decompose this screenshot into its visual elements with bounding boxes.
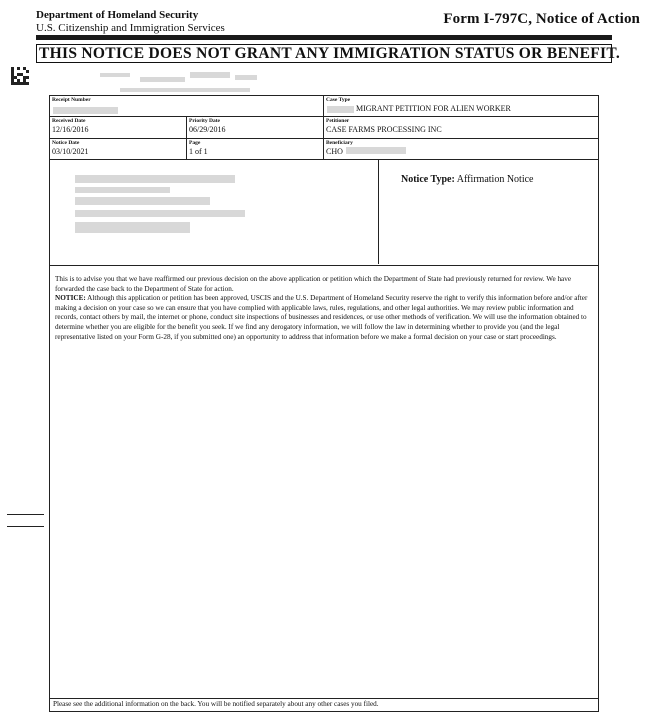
petitioner-value: CASE FARMS PROCESSING INC xyxy=(326,125,442,134)
beneficiary-label: Beneficiary xyxy=(326,140,353,146)
case-type-value: MIGRANT PETITION FOR ALIEN WORKER xyxy=(356,104,511,113)
received-date-value: 12/16/2016 xyxy=(52,125,89,134)
body-paragraph-2 xyxy=(55,294,597,342)
case-info-table xyxy=(49,95,599,160)
redacted-text xyxy=(53,107,118,114)
petitioner-label: Petitioner xyxy=(326,118,350,124)
notice-type-value: Affirmation Notice xyxy=(456,174,534,185)
body-paragraph-1: This is to advise you that we have reaffirmed our previous decision on the above application or petition which the Department of State had previously returned for review. We have forwarded the case back to the Department of State for action. xyxy=(55,275,572,293)
redacted-address-line xyxy=(75,175,235,183)
status-banner: THIS NOTICE DOES NOT GRANT ANY IMMIGRATION STATUS OR BENEFIT. xyxy=(36,44,612,63)
priority-date-cell xyxy=(187,117,324,139)
beneficiary-value: CHO xyxy=(326,147,343,156)
beneficiary-cell xyxy=(324,139,598,159)
receipt-number-cell xyxy=(50,96,324,117)
datamatrix-barcode-icon xyxy=(11,67,29,85)
redacted-text xyxy=(190,72,230,78)
petitioner-cell xyxy=(324,117,598,139)
page-label: Page xyxy=(189,140,201,146)
agency-header xyxy=(36,9,225,35)
agency-name: Department of Homeland Security xyxy=(36,9,199,21)
notice-date-cell xyxy=(50,139,187,159)
redacted-address-line xyxy=(75,197,210,205)
redacted-text xyxy=(346,147,406,154)
redacted-address-line xyxy=(75,222,190,233)
redacted-text xyxy=(100,73,130,77)
redacted-text xyxy=(327,106,354,113)
page-value: 1 of 1 xyxy=(189,147,208,156)
received-date-cell xyxy=(50,117,187,139)
redacted-address-line xyxy=(75,187,170,193)
footer-rule xyxy=(50,698,598,699)
receipt-number-label: Receipt Number xyxy=(52,97,91,103)
notice-date-value: 03/10/2021 xyxy=(52,147,89,156)
header-rule xyxy=(36,35,612,40)
box-divider xyxy=(378,160,379,264)
margin-mark xyxy=(7,514,44,515)
notice-type xyxy=(401,174,534,185)
notice-body-box xyxy=(49,266,599,712)
redacted-text xyxy=(140,77,185,82)
notice-text: Although this application or petition has been approved, USCIS and the U.S. Department of Homeland Security reserve the right to verify this information before and/or after making a decision on your case so we can ensure that you have complied with applicable laws, rules, regulations, and other legal authorities. We may review public information and records, contact others by mail, the internet or phone, conduct site inspections of businesses and residences, or use other methods of verification. We will use the information obtained to determine whether you are eligible for the benefit you seek. If we find any derogatory information, we will follow the law in determining whether to provide you (and the legal representative listed on your Form G-28, if you submitted one) an opportunity to address that information before we make a formal decision on your case or start proceedings. xyxy=(55,294,588,341)
margin-mark xyxy=(7,526,44,527)
case-type-cell xyxy=(324,96,598,117)
case-type-label: Case Type xyxy=(326,97,351,103)
notice-type-label: Notice Type: xyxy=(401,174,455,185)
form-title: Form I-797C, Notice of Action xyxy=(443,11,640,27)
redacted-text xyxy=(120,88,250,92)
notice-date-label: Notice Date xyxy=(52,140,80,146)
notice-label: NOTICE: xyxy=(55,294,86,303)
address-notice-box xyxy=(49,160,599,266)
notice-body xyxy=(55,275,597,342)
priority-date-value: 06/29/2016 xyxy=(189,125,226,134)
page-cell xyxy=(187,139,324,159)
redacted-text xyxy=(235,75,257,80)
agency-subtitle: U.S. Citizenship and Immigration Services xyxy=(36,22,225,34)
received-date-label: Received Date xyxy=(52,118,86,124)
redacted-address-line xyxy=(75,210,245,217)
priority-date-label: Priority Date xyxy=(189,118,220,124)
footer-text: Please see the additional information on the back. You will be notified separately about any other cases you filed. xyxy=(53,700,379,708)
